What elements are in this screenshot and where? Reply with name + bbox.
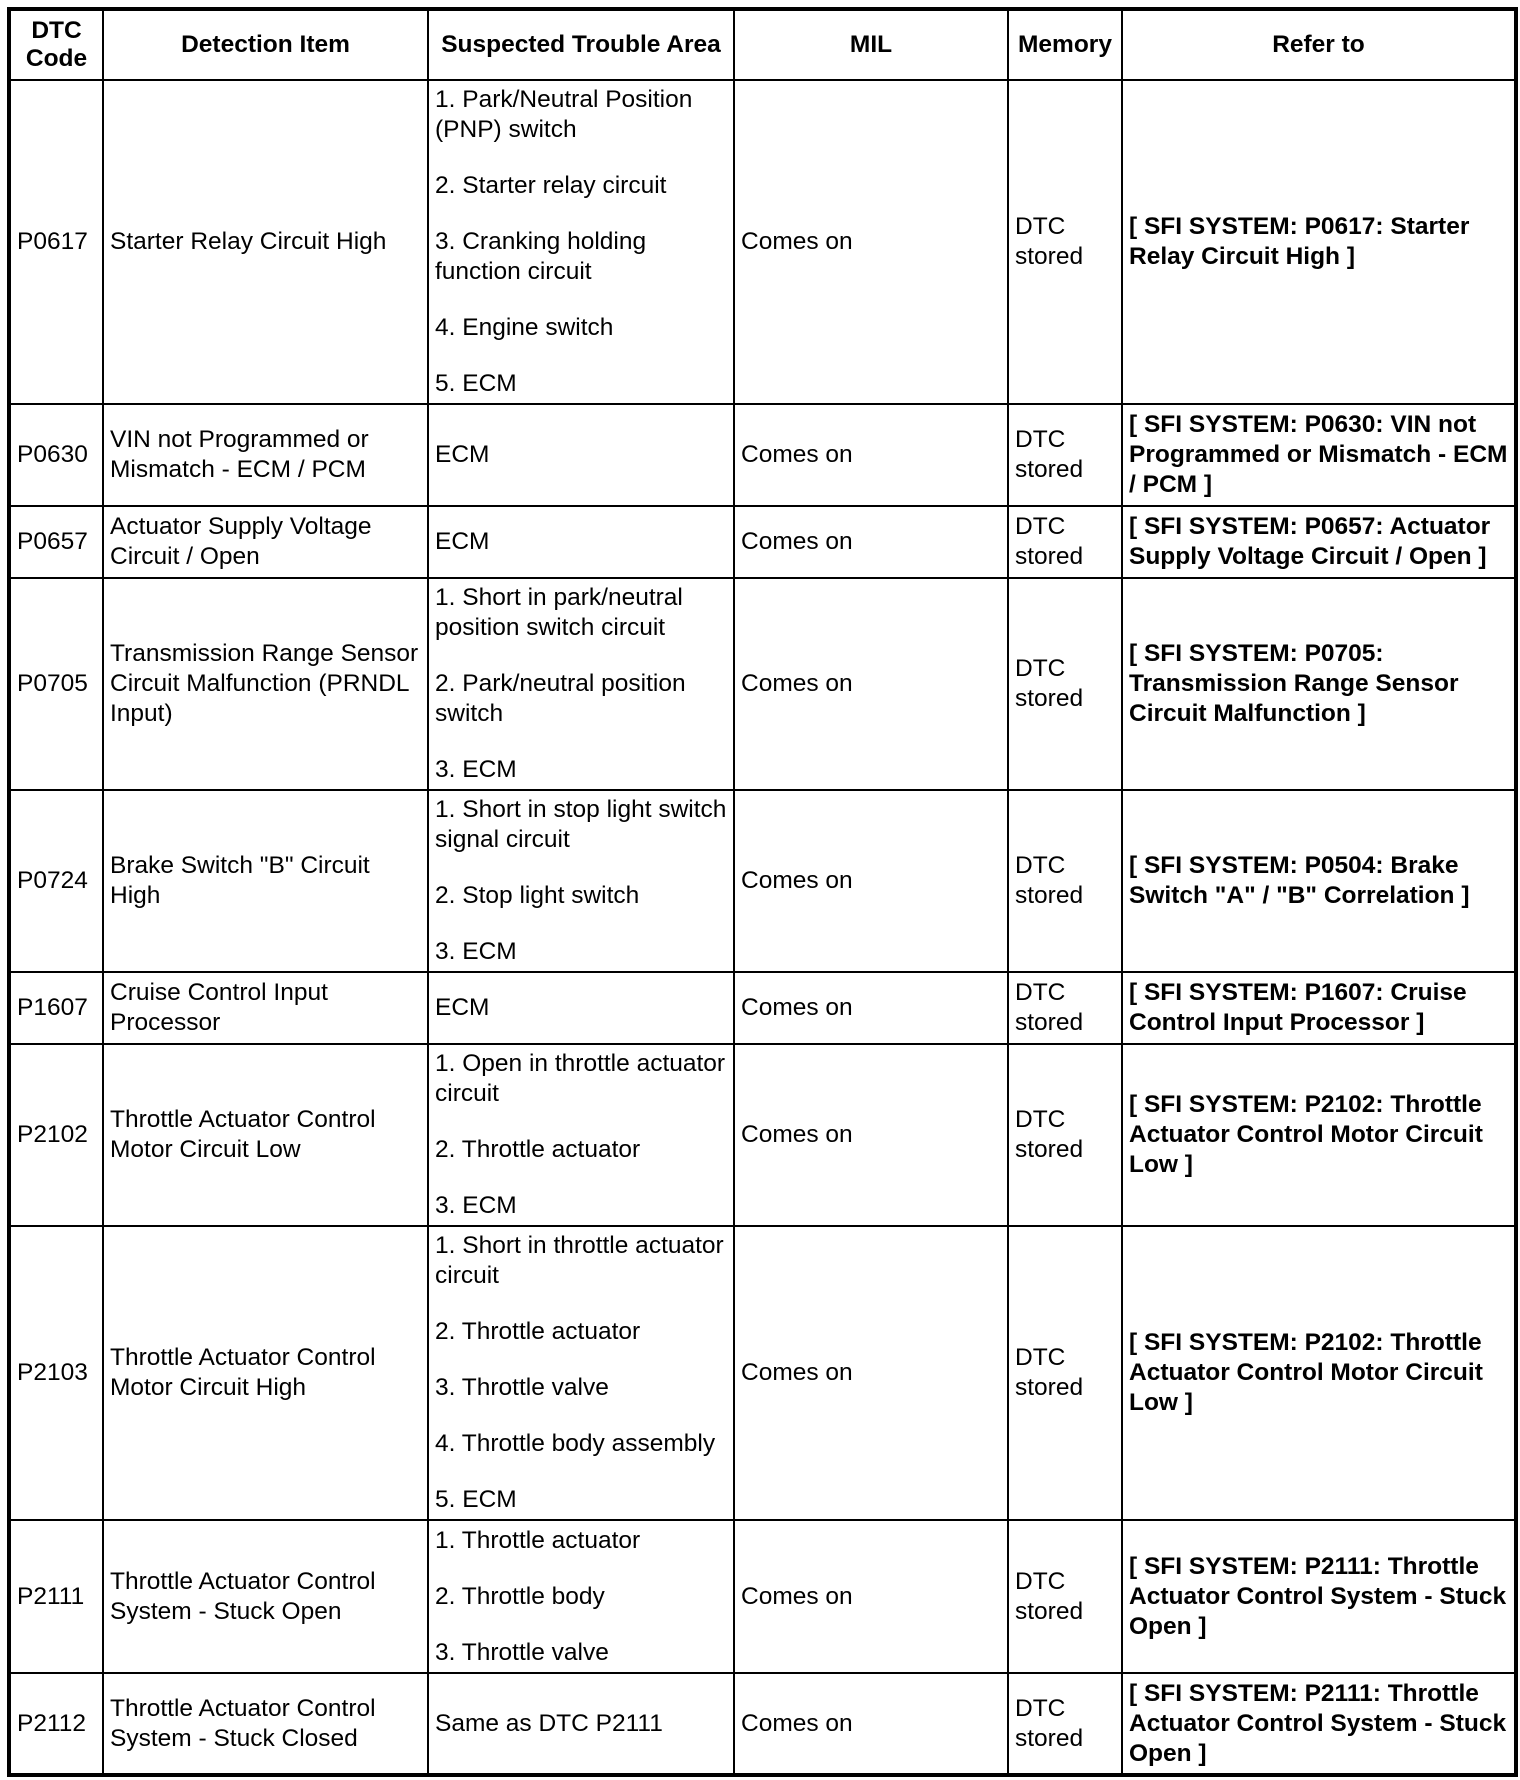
dtc-code-cell: P0630	[9, 404, 103, 506]
refer-to-cell: [ SFI SYSTEM: P2102: Throttle Actuator Control Motor Circuit Low ]	[1122, 1044, 1516, 1226]
detection-item-cell: Throttle Actuator Control Motor Circuit High	[103, 1226, 428, 1520]
detection-item-cell: Throttle Actuator Control System - Stuck Open	[103, 1520, 428, 1673]
mil-cell: Comes on	[734, 404, 1008, 506]
suspected-trouble-area-cell	[428, 578, 734, 790]
trouble-area-item: 1. Short in throttle actuator circuit	[435, 1232, 724, 1289]
dtc-code-cell: P2102	[9, 1044, 103, 1226]
mil-cell: Comes on	[734, 1044, 1008, 1226]
table-row	[9, 1044, 1516, 1226]
detection-item-cell: Actuator Supply Voltage Circuit / Open	[103, 506, 428, 578]
memory-cell: DTC stored	[1008, 1673, 1122, 1775]
detection-item-cell: Throttle Actuator Control System - Stuck Closed	[103, 1673, 428, 1775]
suspected-trouble-area-cell	[428, 404, 734, 506]
memory-cell: DTC stored	[1008, 1520, 1122, 1673]
header-dtc-code: DTC Code	[9, 9, 103, 80]
refer-to-cell: [ SFI SYSTEM: P2111: Throttle Actuator Control System - Stuck Open ]	[1122, 1520, 1516, 1673]
trouble-area-item: 3. Cranking holding function circuit	[435, 228, 647, 285]
dtc-code-cell: P0724	[9, 790, 103, 972]
memory-cell: DTC stored	[1008, 404, 1122, 506]
refer-to-cell: [ SFI SYSTEM: P1607: Cruise Control Input Processor ]	[1122, 972, 1516, 1044]
mil-cell: Comes on	[734, 80, 1008, 404]
refer-to-cell: [ SFI SYSTEM: P0630: VIN not Programmed or Mismatch - ECM / PCM ]	[1122, 404, 1516, 506]
trouble-area-item: 1. Open in throttle actuator circuit	[435, 1050, 726, 1107]
table-row	[9, 1520, 1516, 1673]
detection-item-cell: VIN not Programmed or Mismatch - ECM / PCM	[103, 404, 428, 506]
trouble-area-item: ECM	[435, 994, 490, 1021]
trouble-area-item: 2. Throttle actuator	[435, 1318, 641, 1345]
table-row	[9, 790, 1516, 972]
dtc-code-cell: P2103	[9, 1226, 103, 1520]
header-suspected-trouble-area: Suspected Trouble Area	[428, 9, 734, 80]
mil-cell: Comes on	[734, 1226, 1008, 1520]
header-row	[9, 9, 1516, 80]
trouble-area-item: 2. Starter relay circuit	[435, 172, 667, 199]
trouble-area-item: 2. Throttle body	[435, 1582, 605, 1610]
suspected-trouble-area-cell	[428, 1044, 734, 1226]
suspected-trouble-area-cell	[428, 1673, 734, 1775]
header-refer-to: Refer to	[1122, 9, 1516, 80]
trouble-area-item: 2. Stop light switch	[435, 882, 640, 909]
table-row	[9, 578, 1516, 790]
suspected-trouble-area-cell	[428, 972, 734, 1044]
table-row	[9, 972, 1516, 1044]
memory-cell: DTC stored	[1008, 1044, 1122, 1226]
mil-cell: Comes on	[734, 578, 1008, 790]
memory-cell: DTC stored	[1008, 972, 1122, 1044]
mil-cell: Comes on	[734, 506, 1008, 578]
mil-cell: Comes on	[734, 972, 1008, 1044]
trouble-area-item: 3. ECM	[435, 1192, 517, 1219]
detection-item-cell: Brake Switch "B" Circuit High	[103, 790, 428, 972]
trouble-area-item: 3. ECM	[435, 756, 517, 783]
header-detection-item: Detection Item	[103, 9, 428, 80]
trouble-area-item: 3. ECM	[435, 938, 517, 965]
trouble-area-item: 1. Park/Neutral Position (PNP) switch	[435, 86, 693, 143]
header-memory: Memory	[1008, 9, 1122, 80]
trouble-area-item: Same as DTC P2111	[435, 1709, 663, 1737]
dtc-table-wrapper	[7, 7, 1514, 1777]
detection-item-cell: Starter Relay Circuit High	[103, 80, 428, 404]
suspected-trouble-area-cell	[428, 1226, 734, 1520]
memory-cell: DTC stored	[1008, 578, 1122, 790]
memory-cell: DTC stored	[1008, 80, 1122, 404]
trouble-area-item: 3. Throttle valve	[435, 1374, 609, 1401]
suspected-trouble-area-cell	[428, 1520, 734, 1673]
refer-to-cell: [ SFI SYSTEM: P2111: Throttle Actuator Control System - Stuck Open ]	[1122, 1673, 1516, 1775]
dtc-table	[7, 7, 1518, 1777]
suspected-trouble-area-cell	[428, 506, 734, 578]
memory-cell: DTC stored	[1008, 506, 1122, 578]
trouble-area-item: 1. Throttle actuator	[435, 1526, 641, 1554]
suspected-trouble-area-cell	[428, 80, 734, 404]
trouble-area-item: 5. ECM	[435, 1486, 517, 1513]
memory-cell: DTC stored	[1008, 790, 1122, 972]
refer-to-cell: [ SFI SYSTEM: P2102: Throttle Actuator Control Motor Circuit Low ]	[1122, 1226, 1516, 1520]
trouble-area-item: 2. Park/neutral position switch	[435, 670, 686, 727]
dtc-code-cell: P0657	[9, 506, 103, 578]
refer-to-cell: [ SFI SYSTEM: P0617: Starter Relay Circuit High ]	[1122, 80, 1516, 404]
trouble-area-item: 5. ECM	[435, 370, 517, 397]
dtc-code-cell: P1607	[9, 972, 103, 1044]
table-row	[9, 506, 1516, 578]
trouble-area-item: 4. Throttle body assembly	[435, 1430, 716, 1457]
dtc-code-cell: P0617	[9, 80, 103, 404]
detection-item-cell: Cruise Control Input Processor	[103, 972, 428, 1044]
trouble-area-item: 4. Engine switch	[435, 314, 614, 341]
dtc-table-body	[9, 80, 1516, 1775]
mil-cell: Comes on	[734, 1673, 1008, 1775]
table-row	[9, 1673, 1516, 1775]
dtc-code-cell: P0705	[9, 578, 103, 790]
trouble-area-item: 1. Short in park/neutral position switch circuit	[435, 584, 683, 641]
table-row	[9, 1226, 1516, 1520]
trouble-area-item: ECM	[435, 528, 490, 555]
dtc-code-cell: P2112	[9, 1673, 103, 1775]
refer-to-cell: [ SFI SYSTEM: P0705: Transmission Range Sensor Circuit Malfunction ]	[1122, 578, 1516, 790]
detection-item-cell: Transmission Range Sensor Circuit Malfunction (PRNDL Input)	[103, 578, 428, 790]
dtc-code-cell: P2111	[9, 1520, 103, 1673]
refer-to-cell: [ SFI SYSTEM: P0657: Actuator Supply Voltage Circuit / Open ]	[1122, 506, 1516, 578]
trouble-area-item: ECM	[435, 441, 490, 468]
mil-cell: Comes on	[734, 790, 1008, 972]
refer-to-cell: [ SFI SYSTEM: P0504: Brake Switch "A" / "B" Correlation ]	[1122, 790, 1516, 972]
memory-cell: DTC stored	[1008, 1226, 1122, 1520]
trouble-area-item: 2. Throttle actuator	[435, 1136, 641, 1163]
suspected-trouble-area-cell	[428, 790, 734, 972]
trouble-area-item: 3. Throttle valve	[435, 1638, 609, 1666]
table-row	[9, 404, 1516, 506]
table-row	[9, 80, 1516, 404]
mil-cell: Comes on	[734, 1520, 1008, 1673]
trouble-area-item: 1. Short in stop light switch signal circuit	[435, 796, 727, 853]
detection-item-cell: Throttle Actuator Control Motor Circuit Low	[103, 1044, 428, 1226]
header-mil: MIL	[734, 9, 1008, 80]
